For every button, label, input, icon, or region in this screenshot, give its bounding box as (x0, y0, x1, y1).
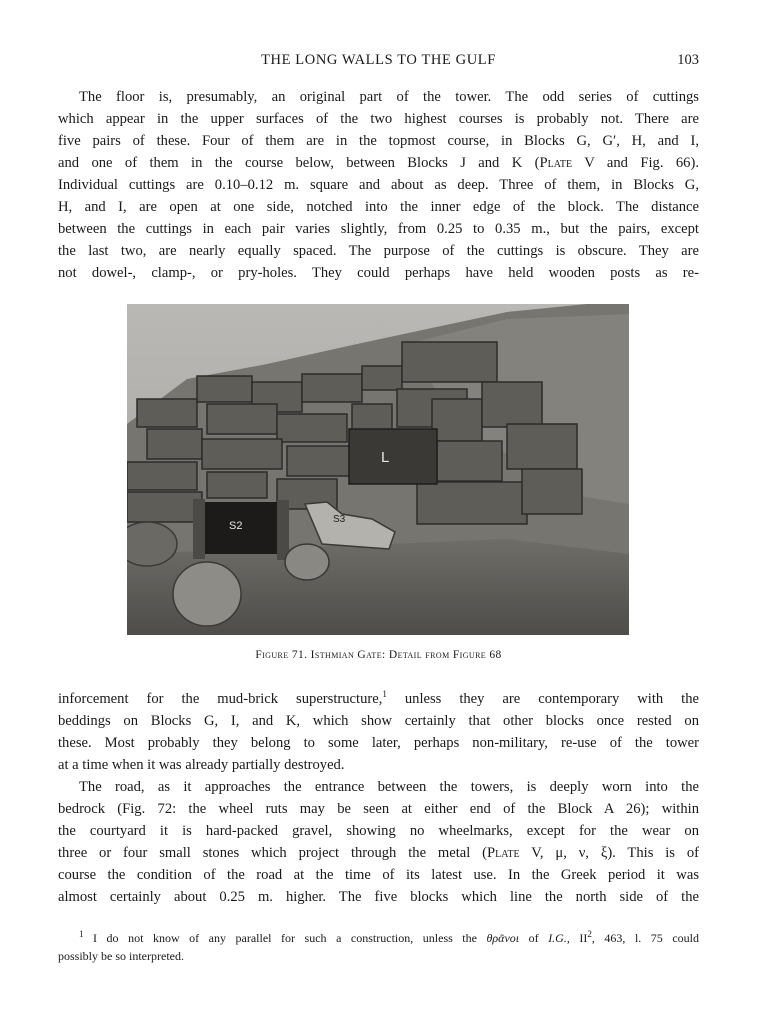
paragraph-3 (58, 776, 699, 908)
footnote-number: 1 (79, 929, 84, 939)
footnote (58, 929, 699, 965)
text-line: The floor is, presumably, an original part of the tower. The odd series of cuttings (79, 89, 699, 105)
text-line (58, 842, 699, 864)
text-line: H, and I, are open at one side, notched into the inner edge of the block. The distance (58, 199, 699, 215)
block-label-s3: S3 (333, 514, 346, 525)
superscript: 2 (587, 929, 592, 939)
text-segment: unless they are contemporary with the (386, 691, 699, 707)
footnote-line (58, 929, 699, 947)
footnote-line: possibly be so interpreted. (58, 949, 184, 963)
text-line: course the condition of the road at the time of its latest use. In the Greek period it was (58, 867, 699, 883)
running-title: THE LONG WALLS TO THE GULF (261, 52, 496, 68)
text-line: the courtyard it is hard-packed gravel, showing no wheelmarks, except for the wear on (58, 823, 699, 839)
block-label-l: L (381, 449, 390, 466)
text-segment: inforcement for the mud-brick superstructure, (58, 691, 383, 707)
page-number: 103 (677, 52, 699, 68)
text-line: bedrock (Fig. 72: the wheel ruts may be seen at either end of the Block A 26); within (58, 801, 699, 817)
text-line (58, 688, 699, 710)
paragraph-1 (58, 86, 699, 284)
text-line: the last two, are nearly equally spaced. The purpose of the cuttings is obscure. They are (58, 243, 699, 259)
text-line: Individual cuttings are 0.10–0.12 m. square and about as deep. Three of them, in Blocks G, (58, 177, 699, 193)
block-label-s2: S2 (229, 520, 243, 532)
text-segment: three or four small stones which project through the metal ( (58, 845, 488, 861)
text-line: almost certainly about 0.25 m. higher. The five blocks which line the north side of the (58, 889, 699, 905)
footnote-text: I do not know of any parallel for such a construction, unless the (83, 931, 487, 945)
text-segment: V and Fig. 66). (572, 155, 699, 171)
paragraph-2 (58, 688, 699, 776)
text-line: at a time when it was already partially destroyed. (58, 757, 345, 773)
page-header (58, 52, 699, 74)
footnote-text: , 463, l. 75 could (591, 931, 699, 945)
footnote-text: of (519, 931, 549, 945)
text-segment: V, μ, ν, ξ). This is of (519, 845, 699, 861)
text-line: not dowel-, clamp-, or pry-holes. They could perhaps have held wooden posts as re- (58, 265, 699, 281)
figure-photograph (127, 304, 629, 635)
text-line: beddings on Blocks G, I, and K, which show certainly that other blocks once rested on (58, 713, 699, 729)
footnote-marker: 1 (382, 689, 387, 700)
text-line: five pairs of these. Four of them are in the topmost course, in Blocks G, G′, H, and I, (58, 133, 699, 149)
text-line: The road, as it approaches the entrance between the towers, is deeply worn into the (79, 779, 699, 795)
text-line: which appear in the upper surfaces of the two highest courses is probably not. There are (58, 111, 699, 127)
plate-reference: Plate (539, 155, 573, 171)
plate-reference: Plate (487, 845, 520, 861)
ruins-photo (127, 304, 629, 635)
footnote-text: , II (566, 931, 588, 945)
text-segment: and one of them in the course below, between Blocks J and K ( (58, 155, 540, 171)
greek-word: θρᾶνοι (486, 931, 520, 945)
text-line: between the cuttings in each pair varies slightly, from 0.25 to 0.35 m., but the pairs, except (58, 221, 699, 237)
figure-caption: Figure 71. Isthmian Gate: Detail from Figure 68 (255, 649, 502, 661)
citation: I.G. (548, 931, 567, 945)
text-line (58, 152, 699, 174)
text-line: these. Most probably they belong to some later, perhaps non-military, re-use of the tower (58, 735, 699, 751)
